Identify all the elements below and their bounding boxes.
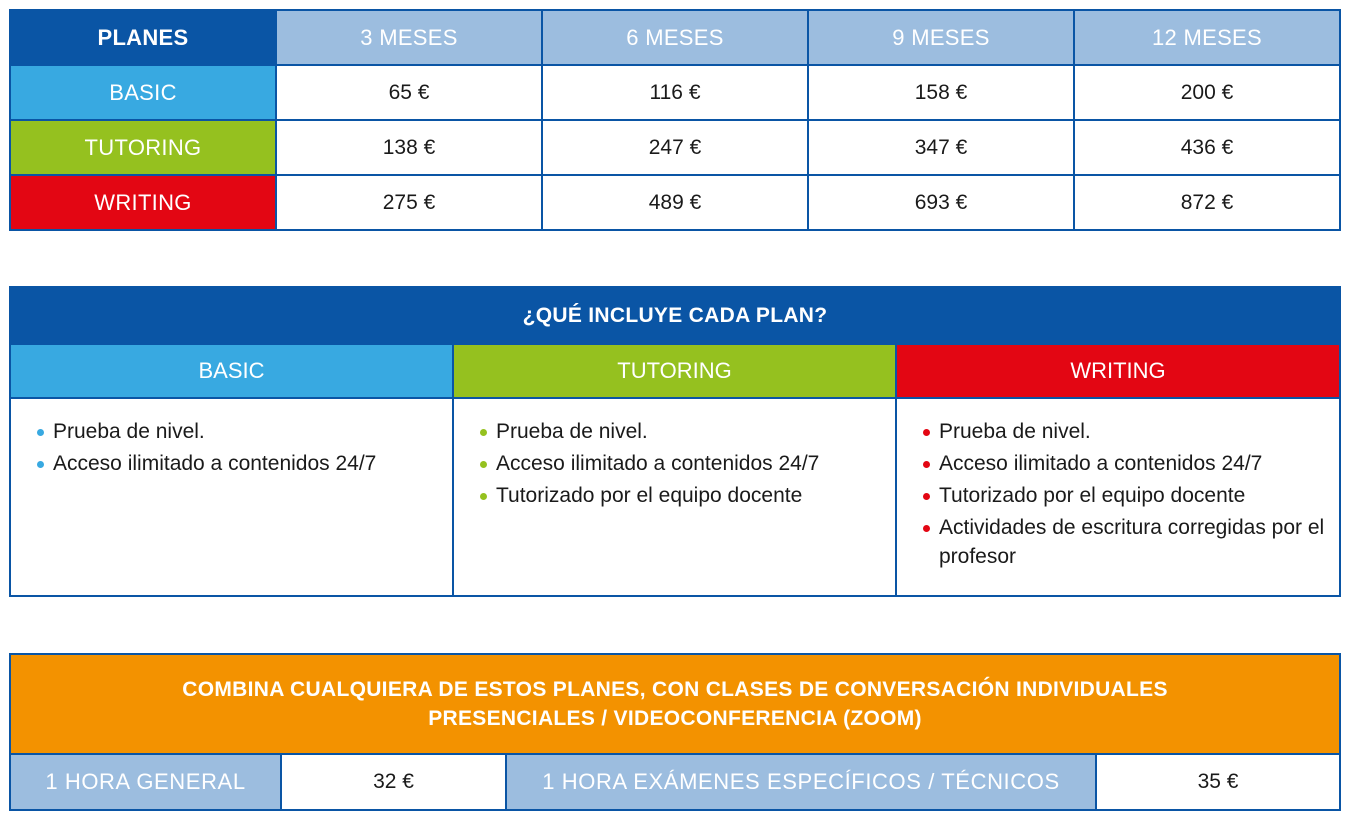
- price-cell: 436 €: [1074, 120, 1340, 175]
- bullet-icon: [923, 493, 930, 500]
- price-cell: 247 €: [542, 120, 808, 175]
- feature-text: Tutorizado por el equipo docente: [496, 484, 803, 507]
- features-writing: [896, 398, 1340, 596]
- price-cell: 872 €: [1074, 175, 1340, 230]
- list-item: [923, 417, 1329, 446]
- includes-title: ¿QUÉ INCLUYE CADA PLAN?: [10, 287, 1340, 344]
- price-cell: 138 €: [276, 120, 542, 175]
- includes-table: [9, 286, 1341, 597]
- feature-text: Prueba de nivel.: [496, 420, 648, 443]
- plan-label-writing: WRITING: [10, 175, 276, 230]
- bullet-icon: [923, 525, 930, 532]
- list-item: [37, 449, 442, 478]
- list-item: [480, 417, 885, 446]
- plan-label-basic: BASIC: [10, 65, 276, 120]
- feature-text: Acceso ilimitado a contenidos 24/7: [53, 452, 377, 475]
- price-cell: 158 €: [808, 65, 1074, 120]
- price-cell: 275 €: [276, 175, 542, 230]
- pricing-header-row: [10, 10, 1340, 65]
- bullet-icon: [480, 493, 487, 500]
- price-cell: 65 €: [276, 65, 542, 120]
- period-header: 12 MESES: [1074, 10, 1340, 65]
- combo-title-line2: PRESENCIALES / VIDEOCONFERENCIA (ZOOM): [428, 707, 922, 730]
- combo-option-price: 32 €: [281, 754, 506, 810]
- list-item: [37, 417, 442, 446]
- price-cell: 489 €: [542, 175, 808, 230]
- list-item: [923, 481, 1329, 510]
- price-cell: 693 €: [808, 175, 1074, 230]
- price-cell: 347 €: [808, 120, 1074, 175]
- bullet-icon: [37, 461, 44, 468]
- combo-title: [10, 654, 1340, 754]
- period-header: 6 MESES: [542, 10, 808, 65]
- list-item: [480, 449, 885, 478]
- combo-option-price: 35 €: [1096, 754, 1340, 810]
- bullet-icon: [480, 461, 487, 468]
- list-item: [923, 513, 1329, 571]
- pricing-table: [9, 9, 1341, 231]
- features-tutoring: [453, 398, 896, 596]
- period-header: 3 MESES: [276, 10, 542, 65]
- pricing-row-basic: [10, 65, 1340, 120]
- list-item: [480, 481, 885, 510]
- combo-option-label: 1 HORA EXÁMENES ESPECÍFICOS / TÉCNICOS: [506, 754, 1096, 810]
- price-cell: 200 €: [1074, 65, 1340, 120]
- feature-text: Prueba de nivel.: [53, 420, 205, 443]
- combo-title-line1: COMBINA CUALQUIERA DE ESTOS PLANES, CON CLASES DE CONVERSACIÓN INDIVIDUALES: [182, 678, 1168, 701]
- combo-table: [9, 653, 1341, 811]
- feature-text: Actividades de escritura corregidas por el profesor: [939, 516, 1325, 568]
- list-item: [923, 449, 1329, 478]
- feature-text: Prueba de nivel.: [939, 420, 1091, 443]
- feature-text: Acceso ilimitado a contenidos 24/7: [939, 452, 1263, 475]
- includes-plan-tutoring: TUTORING: [453, 344, 896, 398]
- includes-plan-basic: BASIC: [10, 344, 453, 398]
- feature-text: Acceso ilimitado a contenidos 24/7: [496, 452, 820, 475]
- plan-label-tutoring: TUTORING: [10, 120, 276, 175]
- combo-option-label: 1 HORA GENERAL: [10, 754, 281, 810]
- bullet-icon: [480, 429, 487, 436]
- period-header: 9 MESES: [808, 10, 1074, 65]
- features-basic: [10, 398, 453, 596]
- includes-plan-writing: WRITING: [896, 344, 1340, 398]
- bullet-icon: [37, 429, 44, 436]
- feature-text: Tutorizado por el equipo docente: [939, 484, 1246, 507]
- bullet-icon: [923, 461, 930, 468]
- pricing-row-tutoring: [10, 120, 1340, 175]
- plans-header: PLANES: [10, 10, 276, 65]
- pricing-row-writing: [10, 175, 1340, 230]
- price-cell: 116 €: [542, 65, 808, 120]
- bullet-icon: [923, 429, 930, 436]
